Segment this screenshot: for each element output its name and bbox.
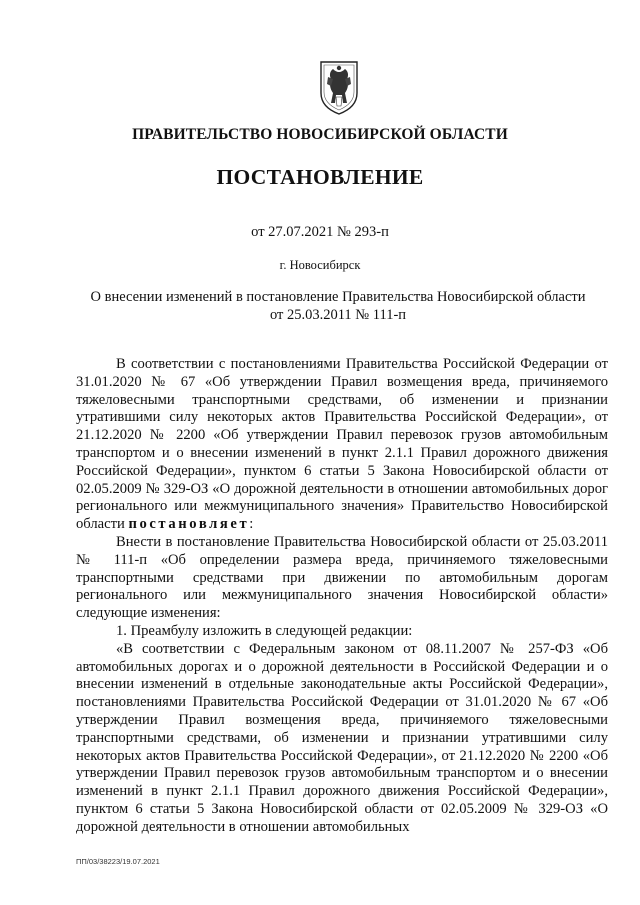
document-footer-code: ПП/03/38223/19.07.2021: [76, 857, 160, 866]
subject-line-2: от 25.03.2011 № 111-п: [269, 306, 407, 323]
paragraph-1-end: :: [249, 516, 254, 533]
document-body: [76, 356, 608, 837]
body-paragraph-1: [76, 356, 608, 534]
document-city: г. Новосибирск: [279, 258, 361, 272]
document-type-title: ПОСТАНОВЛЕНИЕ: [216, 165, 424, 189]
document-subject: [60, 289, 616, 325]
body-paragraph-3: 1. Преамбулу изложить в следующей редакции:: [116, 622, 413, 639]
subject-line-1: О внесении изменений в постановление Правительства Новосибирской области: [90, 289, 586, 305]
body-paragraph-2: Внести в постановление Правительства Новосибирской области от 25.03.2011 № 111-п «Об определении размера вреда, причиняемого тяжеловесными транспортными средствами при движении по автомобильным дорогам регионального или межмуниципального значения Новосибирской области» следующие изменения:: [76, 533, 608, 622]
organization-heading: ПРАВИТЕЛЬСТВО НОВОСИБИРСКОЙ ОБЛАСТИ: [132, 126, 508, 143]
coat-of-arms-icon: [317, 59, 361, 115]
body-paragraph-4: «В соответствии с Федеральным законом от 08.11.2007 № 257-ФЗ «Об автомобильных дорогах и о дорожной деятельности в Российской Федерации и о внесении изменений в отдельные законодательные акты Российской Федерации», постановлениями Правительства Российской Федерации от 31.01.2020 № 67 «Об утверждении Правил возмещения вреда, причиняемого тяжеловесными транспортными средствами, об изменении и признании утратившими силу некоторых актов Правительства Российской Федерации», от 21.12.2020 № 2200 «Об утверждении Правил перевозок грузов автомобильным транспортом и о внесении изменений в пункт 2.1.1 Правил дорожного движения Российской Федерации», пунктом 6 статьи 5 Закона Новосибирской области от 02.05.2009 № 329-ОЗ «О дорожной деятельности в отношении автомобильных: [76, 640, 608, 835]
document-date-number: от 27.07.2021 № 293-п: [251, 224, 389, 240]
decree-keyword: постановляет: [128, 516, 250, 533]
paragraph-1-text: В соответствии с постановлениями Правительства Российской Федерации от 31.01.2020 № 67 «Об утверждении Правил возмещения вреда, причиняемого тяжеловесными транспортными средствами, об изменении и признании утратившими силу некоторых актов Правительства Российской Федерации», от 21.12.2020 № 2200 «Об утверждении Правил перевозок грузов автомобильным транспортом и о внесении изменений в пункт 2.1.1 Правил дорожного движения Российской Федерации», пунктом 6 статьи 5 Закона Новосибирской области от 02.05.2009 № 329-ОЗ «О дорожной деятельности в отношении автомобильных дорог регионального или межмуниципального значения» Правительство Новосибирской области: [76, 356, 608, 533]
